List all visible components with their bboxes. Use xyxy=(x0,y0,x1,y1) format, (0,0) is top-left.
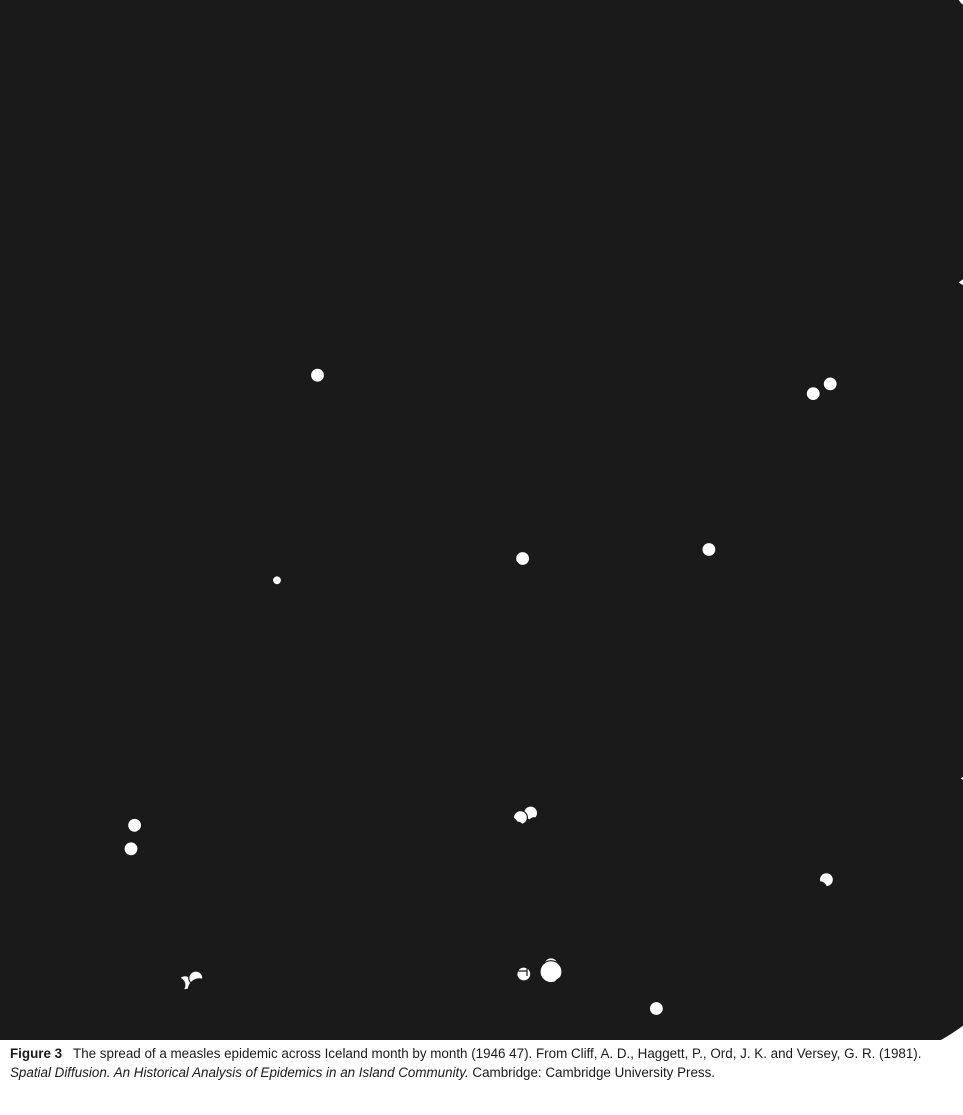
outbreak-marker xyxy=(188,979,210,1001)
outbreak-marker xyxy=(142,811,156,825)
figure-caption-text: The spread of a measles epidemic across Iceland month by month (1946 47). From Cliff, A. D., Haggett, P., Ord, J. K. and Versey, G. R. (1981). xyxy=(73,1046,922,1061)
outbreak-marker xyxy=(581,975,603,997)
outbreak-marker xyxy=(602,829,616,843)
outbreak-marker-new xyxy=(273,576,282,585)
legend-marker-m xyxy=(396,278,410,292)
outbreak-marker xyxy=(643,565,657,579)
outbreak-marker xyxy=(529,556,543,570)
outbreak-marker xyxy=(534,933,548,947)
outbreak-marker xyxy=(577,998,599,1020)
outbreak-marker xyxy=(554,977,576,999)
outbreak-marker xyxy=(250,997,264,1011)
outbreak-marker xyxy=(673,338,682,347)
outbreak-marker-new xyxy=(806,387,820,401)
outbreak-marker-new xyxy=(649,1002,663,1016)
outbreak-marker xyxy=(656,79,670,93)
legend-marker-x xyxy=(555,272,581,298)
legend-label-l: 21–200 xyxy=(491,277,538,293)
outbreak-marker xyxy=(807,119,821,133)
outbreak-marker-new xyxy=(517,967,531,981)
outbreak-marker xyxy=(550,850,559,859)
outbreak-marker xyxy=(124,802,138,816)
outbreak-marker xyxy=(147,569,156,578)
outbreak-marker-new xyxy=(823,377,837,391)
outbreak-marker xyxy=(516,864,525,873)
outbreak-marker-new xyxy=(124,842,138,856)
outbreak-marker xyxy=(133,557,147,571)
year-1947-label: 1947 xyxy=(470,457,502,473)
outbreak-marker xyxy=(266,590,280,604)
outbreak-marker xyxy=(813,841,827,855)
outbreak-marker xyxy=(530,818,539,827)
legend-label-x: 201+ xyxy=(589,277,621,293)
outbreak-marker xyxy=(519,579,533,593)
outbreak-marker xyxy=(510,326,524,340)
outbreak-marker xyxy=(152,844,161,853)
outbreak-marker xyxy=(243,830,257,844)
scale-bar-miles-label: 100 miles xyxy=(450,945,510,961)
outbreak-marker xyxy=(259,571,273,585)
outbreak-marker xyxy=(200,816,214,830)
outbreak-marker xyxy=(166,967,175,976)
outbreak-marker xyxy=(670,811,684,825)
figure-caption-publisher: Cambridge: Cambridge University Press. xyxy=(468,1065,716,1080)
outbreak-marker xyxy=(537,838,551,852)
town-label-akureyrar: Akureyrar xyxy=(683,95,744,111)
outbreak-marker xyxy=(225,816,239,830)
outbreak-marker xyxy=(130,573,144,587)
outbreak-marker xyxy=(707,829,721,843)
outbreak-marker-new xyxy=(311,368,325,382)
outbreak-marker xyxy=(782,939,796,953)
outbreak-marker xyxy=(519,855,528,864)
figure-caption xyxy=(10,1044,953,1082)
outbreak-marker xyxy=(173,835,182,844)
outbreak-marker xyxy=(813,882,827,896)
outbreak-marker xyxy=(789,864,803,878)
outbreak-marker xyxy=(191,830,200,839)
figure-caption-label: Figure 3 xyxy=(10,1046,63,1061)
outbreak-marker xyxy=(636,806,650,820)
outbreak-marker xyxy=(281,826,290,835)
outbreak-marker xyxy=(530,882,539,891)
outbreak-marker xyxy=(214,832,228,846)
outbreak-marker xyxy=(619,822,633,836)
outbreak-marker xyxy=(707,790,721,804)
legend-label-s: 1–2 xyxy=(352,277,376,293)
figure-caption-title: Spatial Diffusion. An Historical Analysis of Epidemics in an Island Community. xyxy=(10,1065,469,1080)
legend-label-m: 3–20 xyxy=(418,277,450,293)
outbreak-marker xyxy=(171,978,185,992)
outbreak-marker xyxy=(806,859,820,873)
outbreak-marker xyxy=(204,630,213,639)
scale-bar-km-label: 160 kilometres xyxy=(429,987,521,1003)
outbreak-marker xyxy=(510,822,524,836)
outbreak-marker xyxy=(727,784,749,806)
month-maps xyxy=(124,18,846,1025)
legend-marker-s xyxy=(336,281,345,290)
year-1946-label: 1946 xyxy=(454,182,486,198)
outbreak-marker xyxy=(832,94,846,108)
outbreak-marker xyxy=(200,1004,214,1018)
outbreak-marker-new xyxy=(702,543,716,557)
outbreak-marker xyxy=(659,825,681,847)
legend-marker-l xyxy=(461,274,483,296)
outbreak-marker xyxy=(667,583,681,597)
outbreak-marker xyxy=(690,811,704,825)
outbreak-marker xyxy=(690,795,704,809)
month-label-june: June xyxy=(706,993,737,1009)
outbreak-marker xyxy=(135,830,149,844)
outbreak-marker xyxy=(293,978,307,992)
outbreak-marker xyxy=(604,583,613,592)
map-june xyxy=(503,784,840,1020)
